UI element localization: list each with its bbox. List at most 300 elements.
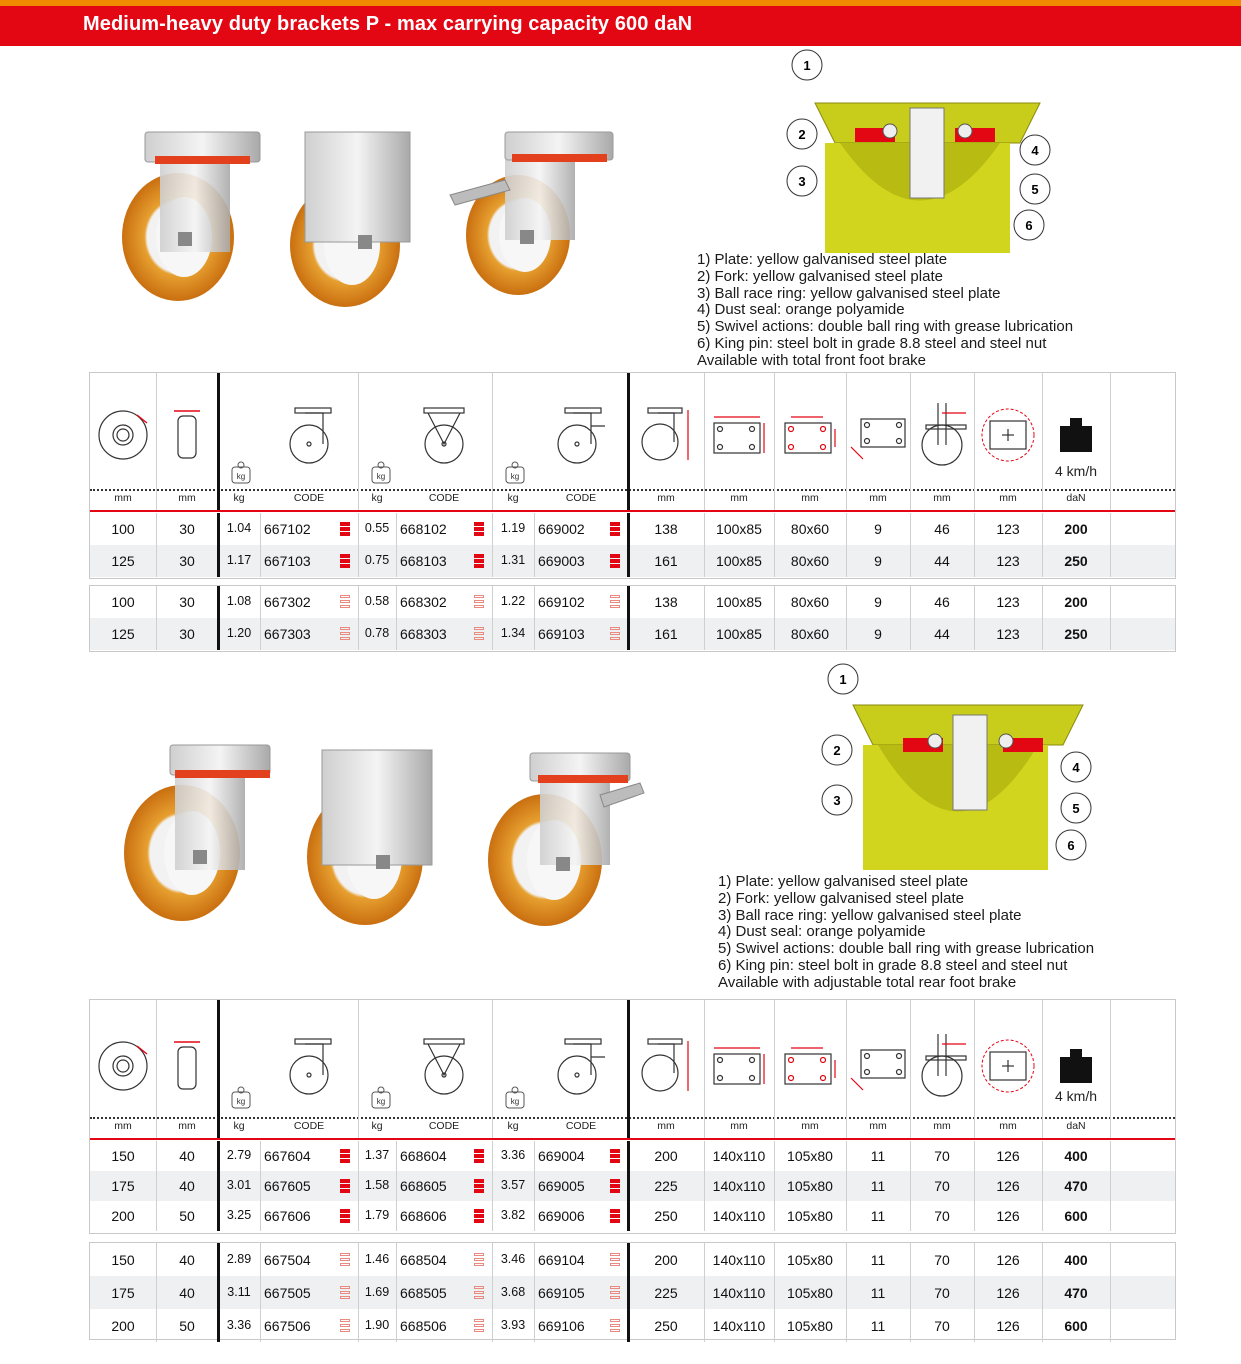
kg-weight-icon: [504, 1086, 526, 1110]
table-cell: 200: [654, 1148, 678, 1164]
product-code: 668606: [400, 1208, 447, 1224]
product-code: 668605: [400, 1178, 447, 1194]
page-header: [0, 0, 1241, 46]
swivel-icon: [285, 1037, 333, 1095]
table-cell: 40: [179, 1284, 195, 1301]
column-divider: [974, 513, 975, 577]
column-divider: [156, 373, 157, 510]
table-cell: 0.78: [364, 626, 390, 640]
svg-text:kg: kg: [236, 472, 246, 481]
brake-marker-outline: [474, 1253, 484, 1267]
table-cell: 3.36: [226, 1317, 252, 1332]
unit-label: mm: [114, 1120, 132, 1132]
column-divider: [1042, 1000, 1043, 1138]
plate-icon: [710, 413, 768, 457]
column-divider: [217, 513, 220, 577]
column-divider: [974, 1141, 975, 1231]
product-code: 669003: [538, 553, 585, 569]
table-cell: 126: [996, 1284, 1020, 1301]
table-cell: 100x85: [716, 521, 762, 537]
unit-label: mm: [933, 492, 951, 504]
column-divider: [846, 1141, 847, 1231]
column-divider: [217, 1243, 220, 1342]
spec-table-1: [89, 372, 1176, 652]
column-divider: [217, 586, 220, 650]
table-cell: 126: [996, 1251, 1020, 1268]
brake-marker-outline: [340, 1253, 350, 1267]
wheel-icon: [97, 409, 149, 461]
weight-icon: [1060, 1047, 1092, 1085]
table-cell: 9: [874, 626, 882, 642]
brake-marker-solid: [340, 1209, 350, 1223]
table-cell: 3.93: [500, 1317, 526, 1332]
product-code: 667605: [264, 1178, 311, 1194]
callout-6: 6: [1025, 218, 1033, 233]
column-divider: [627, 513, 630, 577]
callout-1: 1: [803, 58, 811, 73]
product-code: 669103: [538, 626, 585, 642]
table-cell: 46: [934, 521, 950, 537]
table-cell: 2.89: [226, 1251, 252, 1266]
table-cell: 1.79: [364, 1208, 390, 1222]
table-cell: 80x60: [790, 626, 830, 642]
legend-line: 3) Ball race ring: yellow galvanised steel plate: [718, 906, 1022, 924]
speed-label: 4 km/h: [1054, 463, 1097, 479]
table-cell: 175: [111, 1178, 135, 1194]
kg-weight-icon: [230, 1086, 252, 1110]
table-cell: 400: [1064, 1148, 1088, 1164]
table-cell: 11: [870, 1148, 886, 1164]
unit-label: mm: [933, 1120, 951, 1132]
table-cell: 70: [934, 1148, 950, 1164]
brake-marker-solid: [340, 1179, 350, 1193]
column-divider: [492, 586, 493, 650]
brake-marker-solid: [610, 522, 620, 536]
column-divider: [704, 513, 705, 577]
table-cell: 200: [111, 1317, 135, 1334]
callout-5: 5: [1031, 182, 1039, 197]
table-cell: 1.37: [364, 1148, 390, 1162]
table-cell: 105x80: [787, 1148, 833, 1164]
table-cell: 140x110: [712, 1284, 766, 1301]
callout-3: 3: [833, 793, 841, 808]
brake-marker-solid: [340, 522, 350, 536]
page-title: Medium-heavy duty brackets P - max carrying capacity 600 daN: [83, 13, 693, 35]
unit-label: kg: [507, 1120, 519, 1132]
table-cell: 140x110: [712, 1208, 766, 1224]
table-cell: 3.01: [226, 1178, 252, 1192]
column-divider: [217, 1141, 220, 1231]
table-cell: 400: [1064, 1251, 1088, 1268]
unit-label: daN: [1066, 1120, 1086, 1132]
column-divider: [846, 1000, 847, 1138]
wheel-icon: [97, 1040, 149, 1092]
brake-icon: [553, 406, 609, 464]
table-cell: 100x85: [716, 594, 762, 610]
table-cell: 1.90: [364, 1317, 390, 1332]
column-divider: [1042, 373, 1043, 510]
svg-text:kg: kg: [376, 1097, 386, 1106]
brake-icon: [553, 1037, 609, 1095]
unit-label: mm: [178, 1120, 196, 1132]
product-code: 668103: [400, 553, 447, 569]
column-divider: [627, 586, 630, 650]
product-code: 669102: [538, 594, 585, 610]
brake-marker-outline: [340, 595, 350, 609]
column-divider: [910, 1000, 911, 1138]
column-divider: [260, 586, 261, 650]
table-cell: 70: [934, 1208, 950, 1224]
table-cell: 200: [1064, 594, 1088, 610]
header-stripe: [0, 0, 1241, 6]
legend-line: 6) King pin: steel bolt in grade 8.8 steel and steel nut: [697, 334, 1047, 352]
product-code: 669006: [538, 1208, 585, 1224]
table-cell: 123: [996, 521, 1020, 537]
header-divider: [90, 1117, 1175, 1119]
unit-label: mm: [657, 492, 675, 504]
holes-icon: [781, 413, 839, 457]
table-cell: 1.19: [500, 521, 526, 535]
legend-line: 4) Dust seal: orange polyamide: [718, 923, 926, 941]
table-cell: 9: [874, 594, 882, 610]
column-divider: [156, 1141, 157, 1231]
kg-weight-icon: [370, 461, 392, 485]
column-divider: [774, 586, 775, 650]
brake-marker-outline: [474, 1319, 484, 1333]
brake-marker-outline: [610, 595, 620, 609]
spec-table-2: [89, 999, 1176, 1340]
product-code: 667303: [264, 626, 311, 642]
column-divider: [1110, 1141, 1111, 1231]
kg-weight-icon: [504, 461, 526, 485]
column-divider: [492, 1000, 493, 1138]
unit-label: CODE: [293, 1120, 325, 1132]
column-divider: [358, 1141, 359, 1231]
table-cell: 1.08: [226, 594, 252, 608]
table-cell: 80x60: [790, 553, 830, 569]
column-divider: [910, 513, 911, 577]
brake-marker-outline: [610, 627, 620, 641]
legend-line: 2) Fork: yellow galvanised steel plate: [697, 267, 943, 285]
column-divider: [846, 1243, 847, 1342]
column-divider: [704, 1243, 705, 1342]
svg-text:kg: kg: [510, 1097, 520, 1106]
column-divider: [1042, 1243, 1043, 1342]
legend-line: 1) Plate: yellow galvanised steel plate: [697, 251, 948, 268]
table-cell: 175: [111, 1284, 135, 1301]
product-code: 669106: [538, 1317, 585, 1334]
svg-text:kg: kg: [376, 472, 386, 481]
brake-marker-solid: [474, 522, 484, 536]
table-cell: 30: [179, 553, 195, 569]
brake-marker-solid: [610, 1209, 620, 1223]
table-cell: 11: [870, 1208, 886, 1224]
table-cell: 80x60: [790, 594, 830, 610]
caster-photos-1: [100, 110, 640, 320]
legend-line: Available with adjustable total rear foot brake: [718, 973, 1017, 991]
column-divider: [1110, 513, 1111, 577]
brake-marker-solid: [610, 554, 620, 568]
callout-4: 4: [1072, 760, 1080, 775]
table-cell: 200: [111, 1208, 135, 1224]
table-cell: 105x80: [787, 1317, 833, 1334]
table-cell: 150: [111, 1251, 135, 1268]
height-icon: [638, 1037, 694, 1095]
height-icon: [638, 406, 694, 464]
table-cell: 126: [996, 1317, 1020, 1334]
product-code: 668505: [400, 1284, 447, 1301]
table-cell: 126: [996, 1178, 1020, 1194]
table-cell: 105x80: [787, 1284, 833, 1301]
product-code: 667302: [264, 594, 311, 610]
table-cell: 3.68: [500, 1284, 526, 1299]
legend-line: 6) King pin: steel bolt in grade 8.8 steel and steel nut: [718, 956, 1068, 974]
table-cell: 123: [996, 626, 1020, 642]
unit-label: mm: [801, 492, 819, 504]
table-cell: 200: [654, 1251, 678, 1268]
brake-marker-outline: [610, 1253, 620, 1267]
radius-icon: [980, 407, 1036, 463]
column-divider: [534, 1141, 535, 1231]
product-code: 668604: [400, 1148, 447, 1164]
exploded-diagram-1: [780, 48, 1060, 253]
header-underline: [90, 510, 1175, 512]
table-cell: 140x110: [712, 1148, 766, 1164]
column-divider: [704, 1000, 705, 1138]
table-cell: 3.36: [500, 1148, 526, 1162]
table-cell: 50: [179, 1208, 195, 1224]
table-cell: 123: [996, 594, 1020, 610]
table-cell: 1.17: [226, 553, 252, 567]
column-divider: [846, 373, 847, 510]
table-cell: 11: [870, 1251, 886, 1268]
callout-2: 2: [833, 743, 841, 758]
table-cell: 1.04: [226, 521, 252, 535]
column-divider: [1110, 1243, 1111, 1342]
column-divider: [1110, 586, 1111, 650]
table-cell: 3.57: [500, 1178, 526, 1192]
bolt-icon: [849, 1040, 907, 1092]
table-cell: 40: [179, 1178, 195, 1194]
legend-line: 3) Ball race ring: yellow galvanised steel plate: [697, 284, 1001, 302]
column-divider: [627, 1000, 630, 1138]
svg-text:kg: kg: [510, 472, 520, 481]
fixed-caster-image: [290, 132, 410, 307]
table-cell: 40: [179, 1251, 195, 1268]
header-underline: [90, 1138, 1175, 1140]
table-cell: 40: [179, 1148, 195, 1164]
product-code: 669105: [538, 1284, 585, 1301]
table-cell: 140x110: [712, 1178, 766, 1194]
caster-photos-2: [110, 735, 650, 935]
unit-label: daN: [1066, 492, 1086, 504]
radius-icon: [980, 1038, 1036, 1094]
column-divider: [156, 1000, 157, 1138]
table-cell: 1.31: [500, 553, 526, 567]
product-code: 667505: [264, 1284, 311, 1301]
column-divider: [774, 1243, 775, 1342]
table-cell: 1.22: [500, 594, 526, 608]
table-cell: 250: [1064, 553, 1088, 569]
table-cell: 11: [870, 1317, 886, 1334]
brake-marker-solid: [474, 1209, 484, 1223]
callout-6: 6: [1067, 838, 1075, 853]
unit-label: CODE: [565, 1120, 597, 1132]
product-code: 668303: [400, 626, 447, 642]
product-code: 667102: [264, 521, 311, 537]
legend-line: 1) Plate: yellow galvanised steel plate: [718, 873, 969, 890]
column-divider: [534, 586, 535, 650]
table-cell: 600: [1064, 1317, 1088, 1334]
unit-label: mm: [178, 492, 196, 504]
table-cell: 470: [1064, 1178, 1088, 1194]
product-code: 667504: [264, 1251, 311, 1268]
brake-marker-outline: [610, 1286, 620, 1300]
unit-label: kg: [507, 492, 519, 504]
table-cell: 11: [870, 1284, 886, 1301]
column-divider: [910, 373, 911, 510]
group-gap: [89, 578, 1176, 586]
brake-marker-outline: [474, 627, 484, 641]
column-divider: [534, 1243, 535, 1342]
table-cell: 70: [934, 1284, 950, 1301]
brake-marker-solid: [474, 1149, 484, 1163]
legend-line: Available with total front foot brake: [697, 351, 927, 369]
table-cell: 600: [1064, 1208, 1088, 1224]
tread-icon: [172, 1039, 202, 1093]
table-cell: 1.69: [364, 1284, 390, 1299]
table-cell: 225: [654, 1284, 678, 1301]
brake-marker-outline: [340, 1319, 350, 1333]
column-divider: [492, 373, 493, 510]
table-cell: 225: [654, 1178, 678, 1194]
column-divider: [627, 1243, 630, 1342]
unit-label: kg: [233, 492, 245, 504]
column-divider: [774, 513, 775, 577]
bolt-icon: [849, 409, 907, 461]
table-cell: 3.25: [226, 1208, 252, 1222]
unit-label: CODE: [428, 1120, 460, 1132]
column-divider: [1042, 586, 1043, 650]
brake-marker-outline: [474, 595, 484, 609]
swivel-caster-image: [124, 745, 270, 921]
product-code: 669002: [538, 521, 585, 537]
column-divider: [627, 373, 630, 510]
table-cell: 70: [934, 1178, 950, 1194]
unit-label: kg: [371, 492, 383, 504]
swivel-icon: [285, 406, 333, 464]
column-divider: [774, 1000, 775, 1138]
product-code: 669005: [538, 1178, 585, 1194]
unit-label: CODE: [565, 492, 597, 504]
table-cell: 125: [111, 553, 135, 569]
swivel-brake-caster-image: [488, 753, 644, 926]
table-cell: 100x85: [716, 626, 762, 642]
table-cell: 105x80: [787, 1178, 833, 1194]
table-cell: 44: [934, 553, 950, 569]
kg-weight-icon: [230, 461, 252, 485]
table-cell: 126: [996, 1148, 1020, 1164]
holes-icon: [781, 1044, 839, 1088]
column-divider: [358, 1243, 359, 1342]
column-divider: [704, 373, 705, 510]
group-gap: [89, 1233, 1176, 1243]
column-divider: [156, 1243, 157, 1342]
table-cell: 30: [179, 521, 195, 537]
table-cell: 44: [934, 626, 950, 642]
offset-icon: [916, 403, 968, 467]
column-divider: [627, 1141, 630, 1231]
legend-line: 2) Fork: yellow galvanised steel plate: [718, 889, 964, 907]
legend-line: 4) Dust seal: orange polyamide: [697, 301, 905, 319]
table-cell: 0.58: [364, 594, 390, 608]
column-divider: [774, 1141, 775, 1231]
fixed-icon: [418, 1037, 470, 1095]
unit-label: kg: [371, 1120, 383, 1132]
table-cell: 9: [874, 553, 882, 569]
table-cell: 80x60: [790, 521, 830, 537]
column-divider: [358, 1000, 359, 1138]
table-cell: 1.58: [364, 1178, 390, 1192]
column-divider: [492, 513, 493, 577]
legend-line: 5) Swivel actions: double ball ring with grease lubrication: [697, 318, 1074, 336]
table-cell: 250: [654, 1317, 678, 1334]
unit-label: CODE: [293, 492, 325, 504]
column-divider: [217, 373, 220, 510]
column-divider: [260, 1141, 261, 1231]
column-divider: [358, 586, 359, 650]
table-cell: 70: [934, 1251, 950, 1268]
product-code: 667103: [264, 553, 311, 569]
exploded-diagram-2: [818, 663, 1100, 873]
column-divider: [396, 586, 397, 650]
brake-marker-solid: [610, 1179, 620, 1193]
brake-marker-solid: [474, 554, 484, 568]
table-cell: 140x110: [712, 1317, 766, 1334]
table-cell: 0.55: [364, 521, 390, 535]
column-divider: [492, 1243, 493, 1342]
table-cell: 3.46: [500, 1251, 526, 1266]
table-cell: 50: [179, 1317, 195, 1334]
table-cell: 1.20: [226, 626, 252, 640]
column-divider: [974, 373, 975, 510]
product-code: 668102: [400, 521, 447, 537]
plate-icon: [710, 1044, 768, 1088]
column-divider: [704, 1141, 705, 1231]
table-cell: 1.46: [364, 1251, 390, 1266]
column-divider: [910, 1243, 911, 1342]
column-divider: [358, 373, 359, 510]
table-cell: 46: [934, 594, 950, 610]
table-cell: 100x85: [716, 553, 762, 569]
brake-marker-solid: [340, 554, 350, 568]
table-cell: 0.75: [364, 553, 390, 567]
column-divider: [156, 513, 157, 577]
swivel-brake-caster-image: [450, 132, 613, 295]
callout-4: 4: [1031, 143, 1039, 158]
column-divider: [1042, 1141, 1043, 1231]
column-divider: [1110, 373, 1111, 510]
column-divider: [846, 586, 847, 650]
table-cell: 470: [1064, 1284, 1088, 1301]
table-cell: 1.34: [500, 626, 526, 640]
table-cell: 250: [1064, 626, 1088, 642]
header-divider: [90, 489, 1175, 491]
table-cell: 2.79: [226, 1148, 252, 1162]
callout-2: 2: [798, 127, 806, 142]
tread-icon: [172, 408, 202, 462]
unit-label: mm: [801, 1120, 819, 1132]
